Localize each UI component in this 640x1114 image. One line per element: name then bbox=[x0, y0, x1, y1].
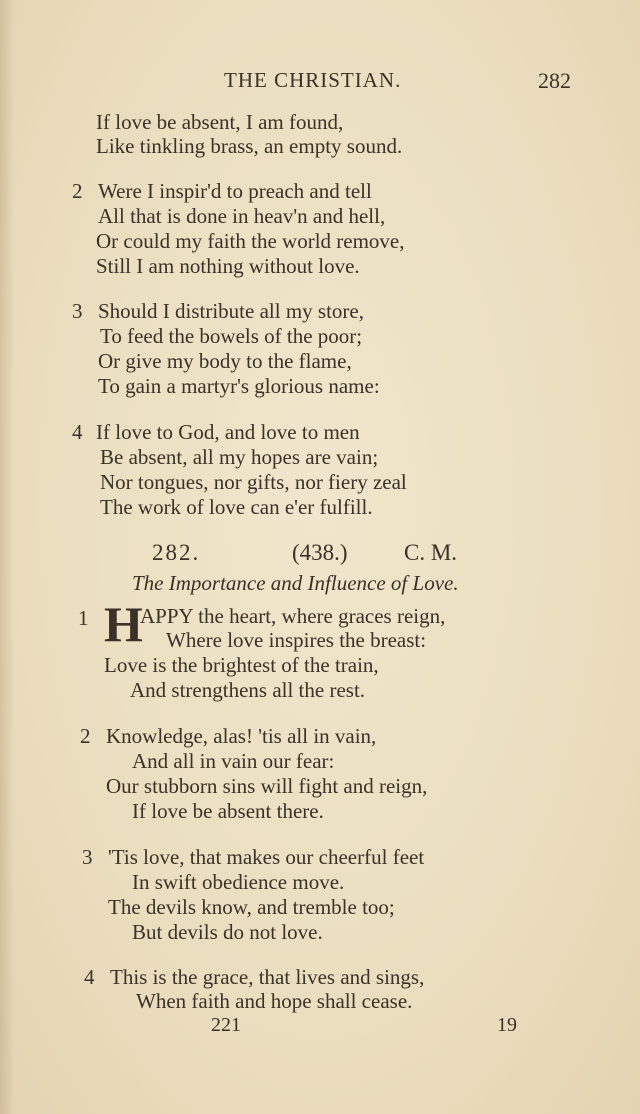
verse-number: 2 bbox=[72, 179, 83, 203]
verse-line: Or could my faith the world remove, bbox=[96, 229, 405, 253]
hymn-meter: C. M. bbox=[404, 540, 458, 565]
verse-line: When faith and hope shall cease. bbox=[136, 989, 413, 1013]
signature-number: 221 bbox=[211, 1014, 241, 1036]
hymn-reference: (438.) bbox=[292, 540, 348, 565]
running-title: THE CHRISTIAN. bbox=[224, 68, 402, 92]
verse-line: If love be absent there. bbox=[132, 799, 324, 823]
hymn-title: The Importance and Influence of Love. bbox=[132, 571, 459, 595]
verse-line: Still I am nothing without love. bbox=[96, 254, 360, 278]
verse-number: 4 bbox=[72, 420, 83, 444]
folio-number: 19 bbox=[497, 1014, 517, 1036]
verse-line: APPY the heart, where graces reign, bbox=[140, 604, 446, 628]
verse-line: Nor tongues, nor gifts, nor fiery zeal bbox=[100, 470, 407, 494]
verse-line: To feed the bowels of the poor; bbox=[100, 324, 363, 348]
hymn-heading bbox=[0, 540, 640, 568]
verse-line: 'Tis love, that makes our cheerful feet bbox=[108, 845, 425, 869]
drop-cap: H bbox=[104, 596, 143, 652]
verse-line: But devils do not love. bbox=[132, 920, 323, 944]
verse-number: 1 bbox=[78, 606, 89, 630]
verse-number: 2 bbox=[80, 724, 91, 748]
verse-line: Where love inspires the breast: bbox=[166, 628, 427, 652]
running-header bbox=[0, 68, 640, 98]
verse-number: 4 bbox=[84, 965, 95, 989]
verse-line: And strengthens all the rest. bbox=[130, 678, 366, 702]
verse-line: Love is the brightest of the train, bbox=[104, 653, 379, 677]
verse-line: If love be absent, I am found, bbox=[96, 110, 344, 134]
verse-number: 3 bbox=[82, 845, 93, 869]
verse-line: This is the grace, that lives and sings, bbox=[110, 965, 425, 989]
verse-line: Like tinkling brass, an empty sound. bbox=[96, 134, 403, 158]
verse-line: In swift obedience move. bbox=[132, 870, 345, 894]
verse-line: Be absent, all my hopes are vain; bbox=[100, 445, 379, 469]
page-footer bbox=[0, 1014, 640, 1040]
verse-line: Or give my body to the flame, bbox=[98, 349, 352, 373]
verse-line: To gain a martyr's glorious name: bbox=[98, 374, 380, 398]
verse-line: All that is done in heav'n and hell, bbox=[98, 204, 386, 228]
page-number: 282 bbox=[538, 68, 571, 93]
verse-line: Knowledge, alas! 'tis all in vain, bbox=[106, 724, 377, 748]
verse-line: Should I distribute all my store, bbox=[98, 299, 364, 323]
verse-line: Were I inspir'd to preach and tell bbox=[98, 179, 372, 203]
verse-line: The devils know, and tremble too; bbox=[108, 895, 395, 919]
verse-line: If love to God, and love to men bbox=[96, 420, 360, 444]
verse-line: And all in vain our fear: bbox=[132, 749, 335, 773]
verse-number: 3 bbox=[72, 299, 83, 323]
verse-line: The work of love can e'er fulfill. bbox=[100, 495, 373, 519]
verse-line: Our stubborn sins will fight and reign, bbox=[106, 774, 428, 798]
hymn-number: 282. bbox=[152, 540, 201, 565]
